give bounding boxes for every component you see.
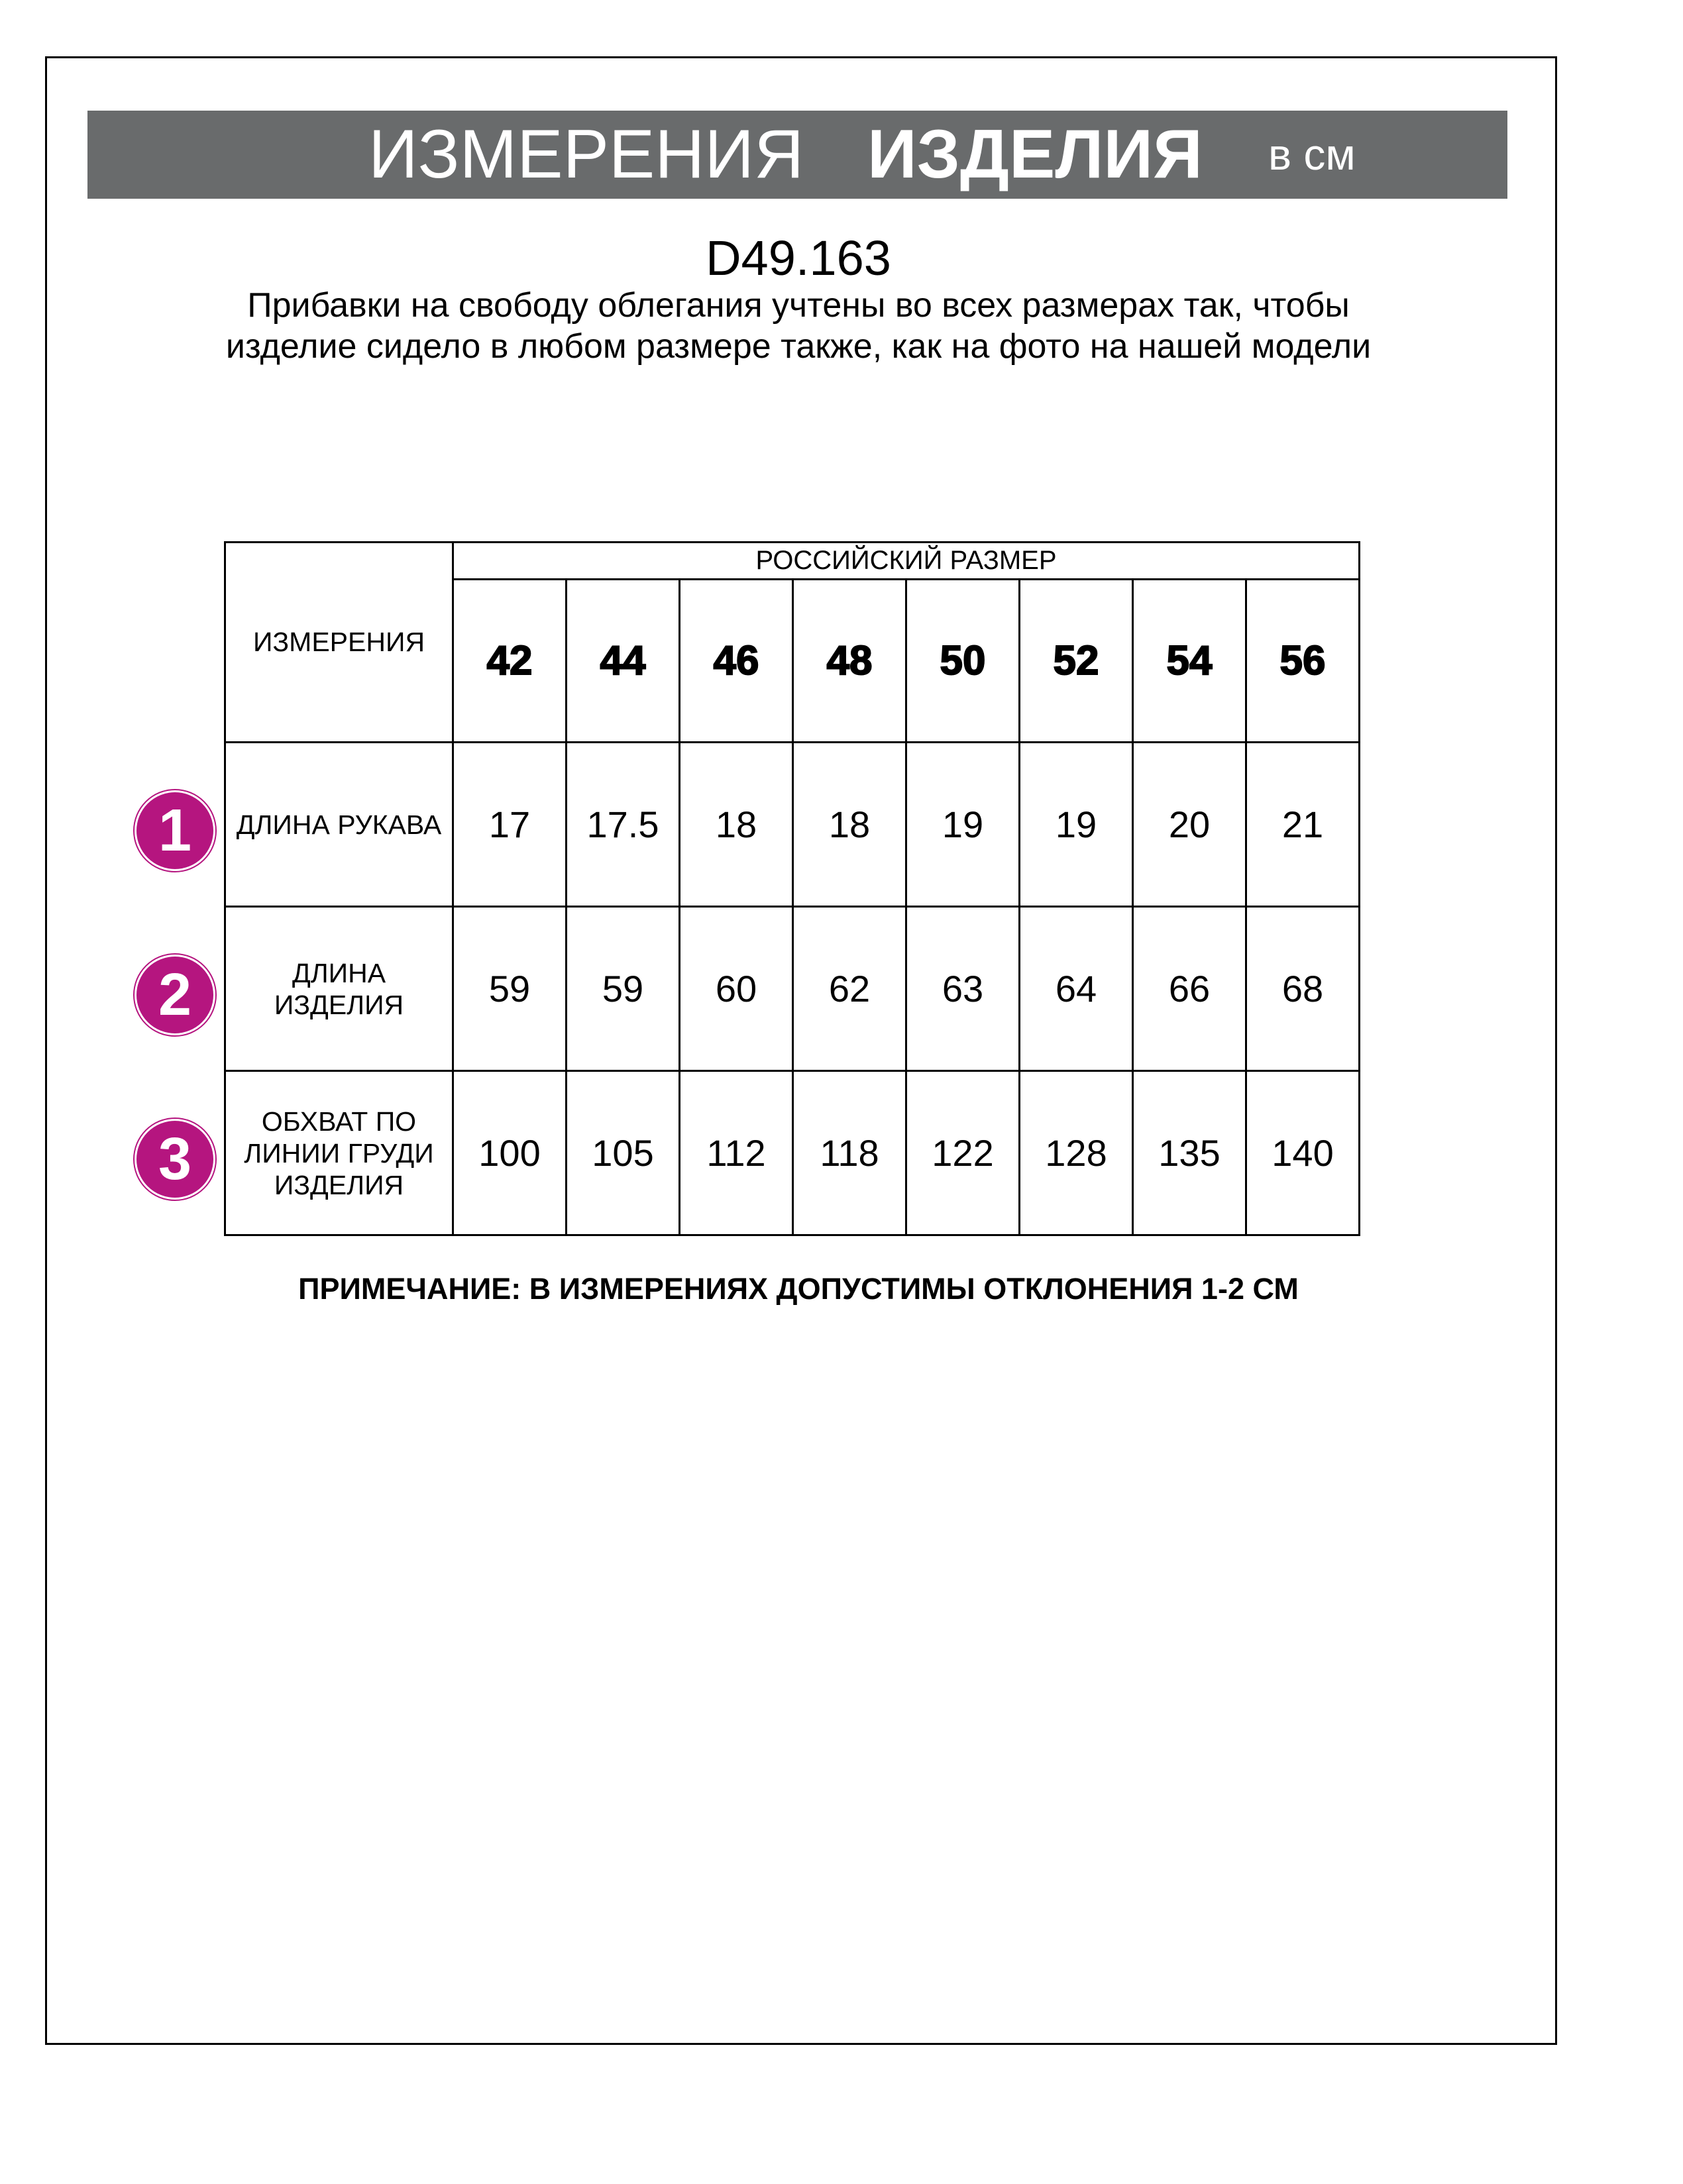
table-cell: 19 [1020, 743, 1133, 907]
row-label-sleeve-length: ДЛИНА РУКАВА [225, 743, 453, 907]
table-cell: 59 [567, 907, 680, 1071]
table-cell: 60 [680, 907, 793, 1071]
table-cell: 66 [1133, 907, 1246, 1071]
size-header: 44 [567, 580, 680, 743]
measurements-header: ИЗМЕРЕНИЯ [225, 543, 453, 743]
banner-unit: в см [1268, 130, 1356, 179]
table-cell: 112 [680, 1071, 793, 1235]
table-cell: 17 [453, 743, 567, 907]
table-cell: 105 [567, 1071, 680, 1235]
table-cell: 62 [793, 907, 906, 1071]
table-cell: 19 [906, 743, 1020, 907]
table-cell: 128 [1020, 1071, 1133, 1235]
fit-note: Прибавки на свободу облегания учтены во всех размерах так, чтобы изделие сидело в любом размере также, как на фото на нашей модели [225, 286, 1372, 366]
table-cell: 135 [1133, 1071, 1246, 1235]
table-cell: 59 [453, 907, 567, 1071]
banner-word-product: ИЗДЕЛИЯ [867, 116, 1203, 193]
table-cell: 64 [1020, 907, 1133, 1071]
size-header: 42 [453, 580, 567, 743]
number-badge-2: 2 [135, 955, 215, 1035]
table-cell: 20 [1133, 743, 1246, 907]
number-badge-3: 3 [135, 1119, 215, 1200]
table-cell: 118 [793, 1071, 906, 1235]
table-cell: 122 [906, 1071, 1020, 1235]
table-row [225, 907, 1360, 1071]
russian-size-header: РОССИЙСКИЙ РАЗМЕР [453, 543, 1360, 580]
table-cell: 18 [793, 743, 906, 907]
table-cell: 17.5 [567, 743, 680, 907]
table-cell: 68 [1246, 907, 1360, 1071]
title-banner [87, 111, 1507, 199]
size-header: 54 [1133, 580, 1246, 743]
row-label-chest-girth: ОБХВАТ ПО ЛИНИИ ГРУДИ ИЗДЕЛИЯ [225, 1071, 453, 1235]
tolerance-footnote: ПРИМЕЧАНИЕ: В ИЗМЕРЕНИЯХ ДОПУСТИМЫ ОТКЛОНЕНИЯ 1-2 СМ [298, 1272, 1299, 1306]
size-table [224, 541, 1360, 1236]
number-badge-1: 1 [135, 790, 215, 871]
size-header: 48 [793, 580, 906, 743]
size-header: 50 [906, 580, 1020, 743]
table-cell: 63 [906, 907, 1020, 1071]
banner-word-measurements: ИЗМЕРЕНИЯ [368, 116, 804, 193]
table-cell: 140 [1246, 1071, 1360, 1235]
table-cell: 18 [680, 743, 793, 907]
row-label-garment-length: ДЛИНА ИЗДЕЛИЯ [225, 907, 453, 1071]
table-row [225, 743, 1360, 907]
size-header: 52 [1020, 580, 1133, 743]
table-cell: 100 [453, 1071, 567, 1235]
table-cell: 21 [1246, 743, 1360, 907]
table-row [225, 1071, 1360, 1235]
size-header: 56 [1246, 580, 1360, 743]
size-header: 46 [680, 580, 793, 743]
model-number: D49.163 [706, 231, 891, 286]
